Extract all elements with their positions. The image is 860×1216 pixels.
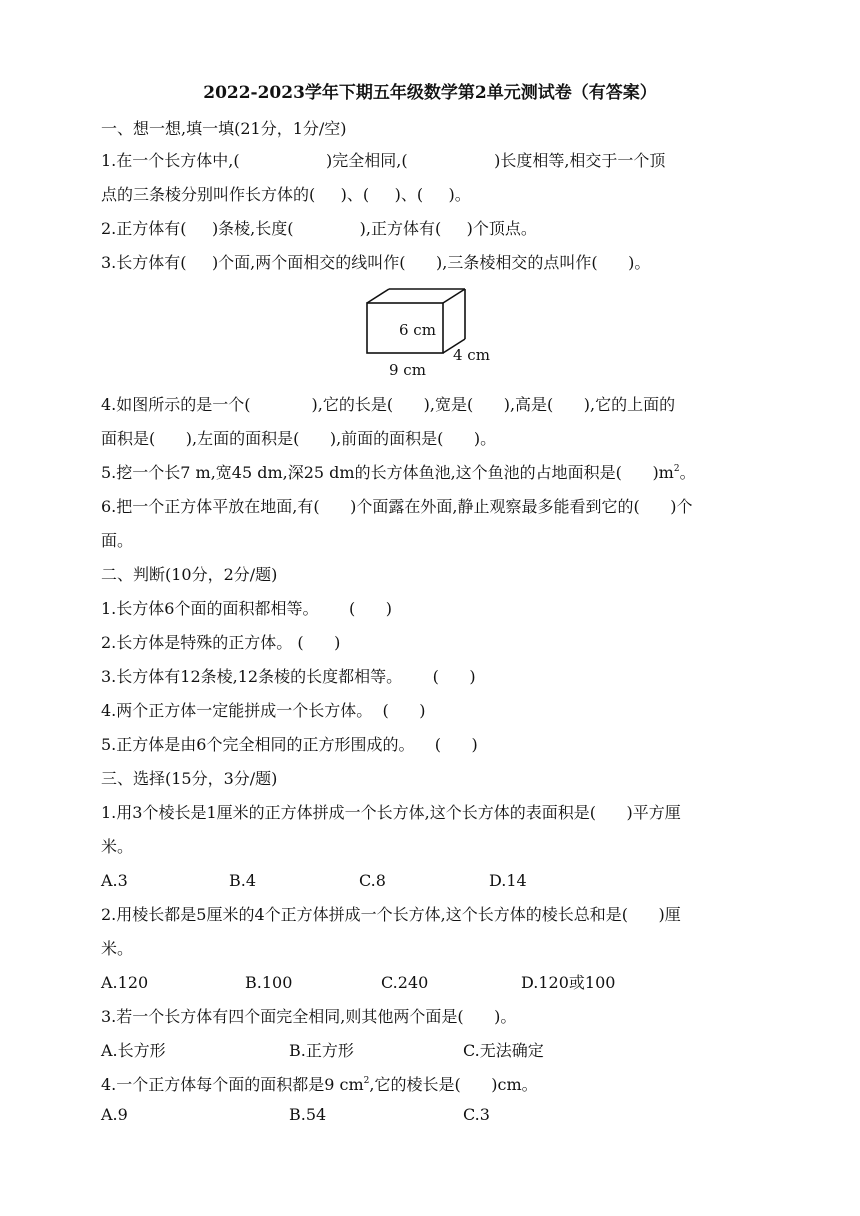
s2-item: 4.两个正方体一定能拼成一个长方体。 ( )	[101, 701, 426, 720]
s3-q4-text: 4.一个正方体每个面的面积都是9 cm	[101, 1075, 364, 1094]
s3-q4-sup: 2	[363, 1076, 370, 1086]
s3-q1-option-b: B.4	[229, 871, 257, 890]
s3-q3-option-c: C.无法确定	[463, 1041, 544, 1060]
s3-q2-line2: 米。	[101, 939, 134, 958]
s1-q5-text: 5.挖一个长7 m,宽45 dm,深25 dm的长方体鱼池,这个鱼池的占地面积是( )m	[101, 463, 674, 482]
cuboid-figure	[355, 283, 505, 383]
s2-item: 1.长方体6个面的面积都相等。 ( )	[101, 599, 392, 618]
s3-q1-option-c: C.8	[359, 871, 386, 890]
s3-q2-option-c: C.240	[381, 973, 429, 992]
page-title: 2022-2023学年下期五年级数学第2单元测试卷（有答案）	[203, 83, 657, 103]
s3-q1-line1: 1.用3个棱长是1厘米的正方体拼成一个长方体,这个长方体的表面积是( )平方厘	[101, 803, 681, 822]
s3-q2-option-a: A.120	[101, 973, 149, 992]
s2-item: 2.长方体是特殊的正方体。 ( )	[101, 633, 341, 652]
s3-q4-option-c: C.3	[463, 1105, 490, 1124]
s1-q5-end: 。	[679, 463, 696, 482]
s1-q6-line1: 6.把一个正方体平放在地面,有( )个面露在外面,静止观察最多能看到它的( )个	[101, 497, 693, 516]
s1-q1-line2: 点的三条棱分别叫作长方体的( )、( )、( )。	[101, 185, 471, 204]
figure-height-label: 6 cm	[399, 321, 436, 339]
s3-q3-option-a: A.长方形	[101, 1041, 166, 1060]
s3-q4-option-a: A.9	[101, 1105, 128, 1124]
s1-q4-line1: 4.如图所示的是一个( ),它的长是( ),宽是( ),高是( ),它的上面的	[101, 395, 676, 414]
s3-q1-line2: 米。	[101, 837, 134, 856]
figure-length-label: 9 cm	[389, 361, 426, 379]
s3-q4-option-b: B.54	[289, 1105, 327, 1124]
s1-q3: 3.长方体有( )个面,两个面相交的线叫作( ),三条棱相交的点叫作( )。	[101, 253, 651, 272]
s3-q2-option-b: B.100	[245, 973, 293, 992]
s1-q1-line1: 1.在一个长方体中,( )完全相同,( )长度相等,相交于一个顶	[101, 151, 666, 170]
figure-width-label: 4 cm	[453, 346, 490, 364]
s2-item: 3.长方体有12条棱,12条棱的长度都相等。 ( )	[101, 667, 476, 686]
s1-q6-line2: 面。	[101, 531, 134, 550]
s1-q2: 2.正方体有( )条棱,长度( ),正方体有( )个顶点。	[101, 219, 537, 238]
s2-item: 5.正方体是由6个完全相同的正方形围成的。 ( )	[101, 735, 478, 754]
section3-heading: 三、选择(15分，3分/题)	[101, 769, 278, 788]
s1-q5	[101, 462, 766, 484]
section2-heading: 二、判断(10分，2分/题)	[101, 565, 278, 584]
s3-q4	[101, 1074, 766, 1096]
s3-q1-option-d: D.14	[489, 871, 527, 890]
s1-q5-sup: 2	[673, 464, 680, 474]
s3-q3-option-b: B.正方形	[289, 1041, 354, 1060]
section1-heading: 一、想一想,填一填(21分，1分/空)	[101, 119, 347, 138]
s3-q2-option-d: D.120或100	[521, 973, 616, 992]
s3-q3: 3.若一个长方体有四个面完全相同,则其他两个面是( )。	[101, 1007, 517, 1026]
s1-q4-line2: 面积是( ),左面的面积是( ),前面的面积是( )。	[101, 429, 497, 448]
s3-q2-line1: 2.用棱长都是5厘米的4个正方体拼成一个长方体,这个长方体的棱长总和是( )厘	[101, 905, 681, 924]
s3-q4-text-end: ,它的棱长是( )cm。	[369, 1075, 538, 1094]
s3-q1-option-a: A.3	[101, 871, 128, 890]
